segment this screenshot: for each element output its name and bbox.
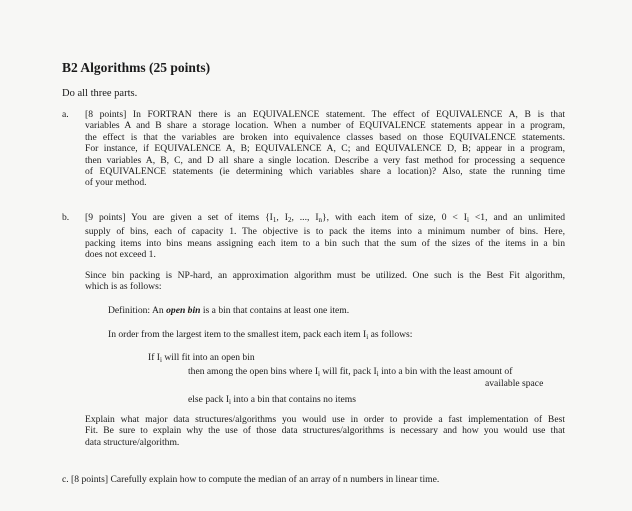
part-c-text: c. [8 points] Carefully explain how to compute the median of an array of n numbers in linear time.	[62, 474, 440, 485]
algorithm-then: then among the open bins where $I_i$ will fit, pack $I_i$ into a bin with the least amount of	[188, 366, 513, 378]
approximation-text	[85, 270, 565, 293]
part-a-line: then variables A, B, C, and D all share a single location. Describe a very fast method for processing a sequence	[85, 154, 565, 166]
part-a-line: [8 points] In FORTRAN there is an EQUIVALENCE statement. The effect of EQUIVALENCE A, B is that	[85, 109, 565, 120]
explain-line: Explain what major data structures/algorithms you would use in order to provide a fast implementation of Best	[85, 414, 565, 425]
approx-line: which is as follows:	[85, 281, 162, 293]
part-b-line: supply of bins, each of capacity 1. The objective is to pack the items into a minimum number of bins. Here,	[85, 226, 565, 238]
part-a-line: of your method.	[85, 177, 147, 189]
part-a-line: the effect is that the variables are broken into equivalence classes based on those EQUIVALENCE statements.	[85, 131, 565, 143]
part-b-text	[85, 212, 565, 261]
open-bin-term: open bin	[166, 305, 201, 316]
open-bin-definition: Definition: An open bin is a bin that contains at least one item.	[108, 305, 350, 316]
algorithm-then-continued: available space	[485, 378, 544, 389]
section-title: B2 Algorithms (25 points)	[62, 60, 211, 75]
algorithm-else: else pack $I_i$ into a bin that contains no items	[188, 394, 356, 406]
explain-line: data structure/algorithm.	[85, 436, 180, 448]
instructions: Do all three parts.	[62, 88, 138, 99]
algorithm-if: If $I_i$ will fit into an open bin	[148, 352, 255, 364]
part-b-line-1: [9 points] You are given a set of items {$I_1$, $I_2$, ..., $I_n$}, with each item of size, $0 < I_i <1$, and an unlimited	[85, 212, 566, 224]
explain-text	[85, 414, 565, 448]
part-a-line: variables A and B share a storage location. When a number of EQUIVALENCE statements appear in a program,	[85, 120, 565, 132]
part-a-text	[85, 109, 565, 189]
explain-line: Fit. Be sure to explain why the use of those data structures/algorithms is necessary and how you would use that	[85, 425, 565, 437]
part-a-line: of EQUIVALENCE statements (ie determining which variables share a location)? Also, state the running time	[85, 166, 565, 178]
packing-order: In order from the largest item to the smallest item, pack each item $I_i$ as follows:	[108, 329, 413, 341]
approx-line: Since bin packing is NP-hard, an approximation algorithm must be utilized. One such is the Best Fit algorithm,	[85, 270, 565, 281]
part-b-label: b.	[62, 212, 70, 223]
part-b-line: does not exceed 1.	[85, 249, 156, 261]
part-a-line: For instance, if EQUIVALENCE A, B; EQUIVALENCE A, C; and EQUIVALENCE D, B; appear in a program,	[85, 143, 565, 155]
part-b-line: packing items into bins means assigning each item to a bin such that the sum of the sizes of the items in a bin	[85, 237, 565, 249]
part-a-label: a.	[62, 109, 69, 120]
